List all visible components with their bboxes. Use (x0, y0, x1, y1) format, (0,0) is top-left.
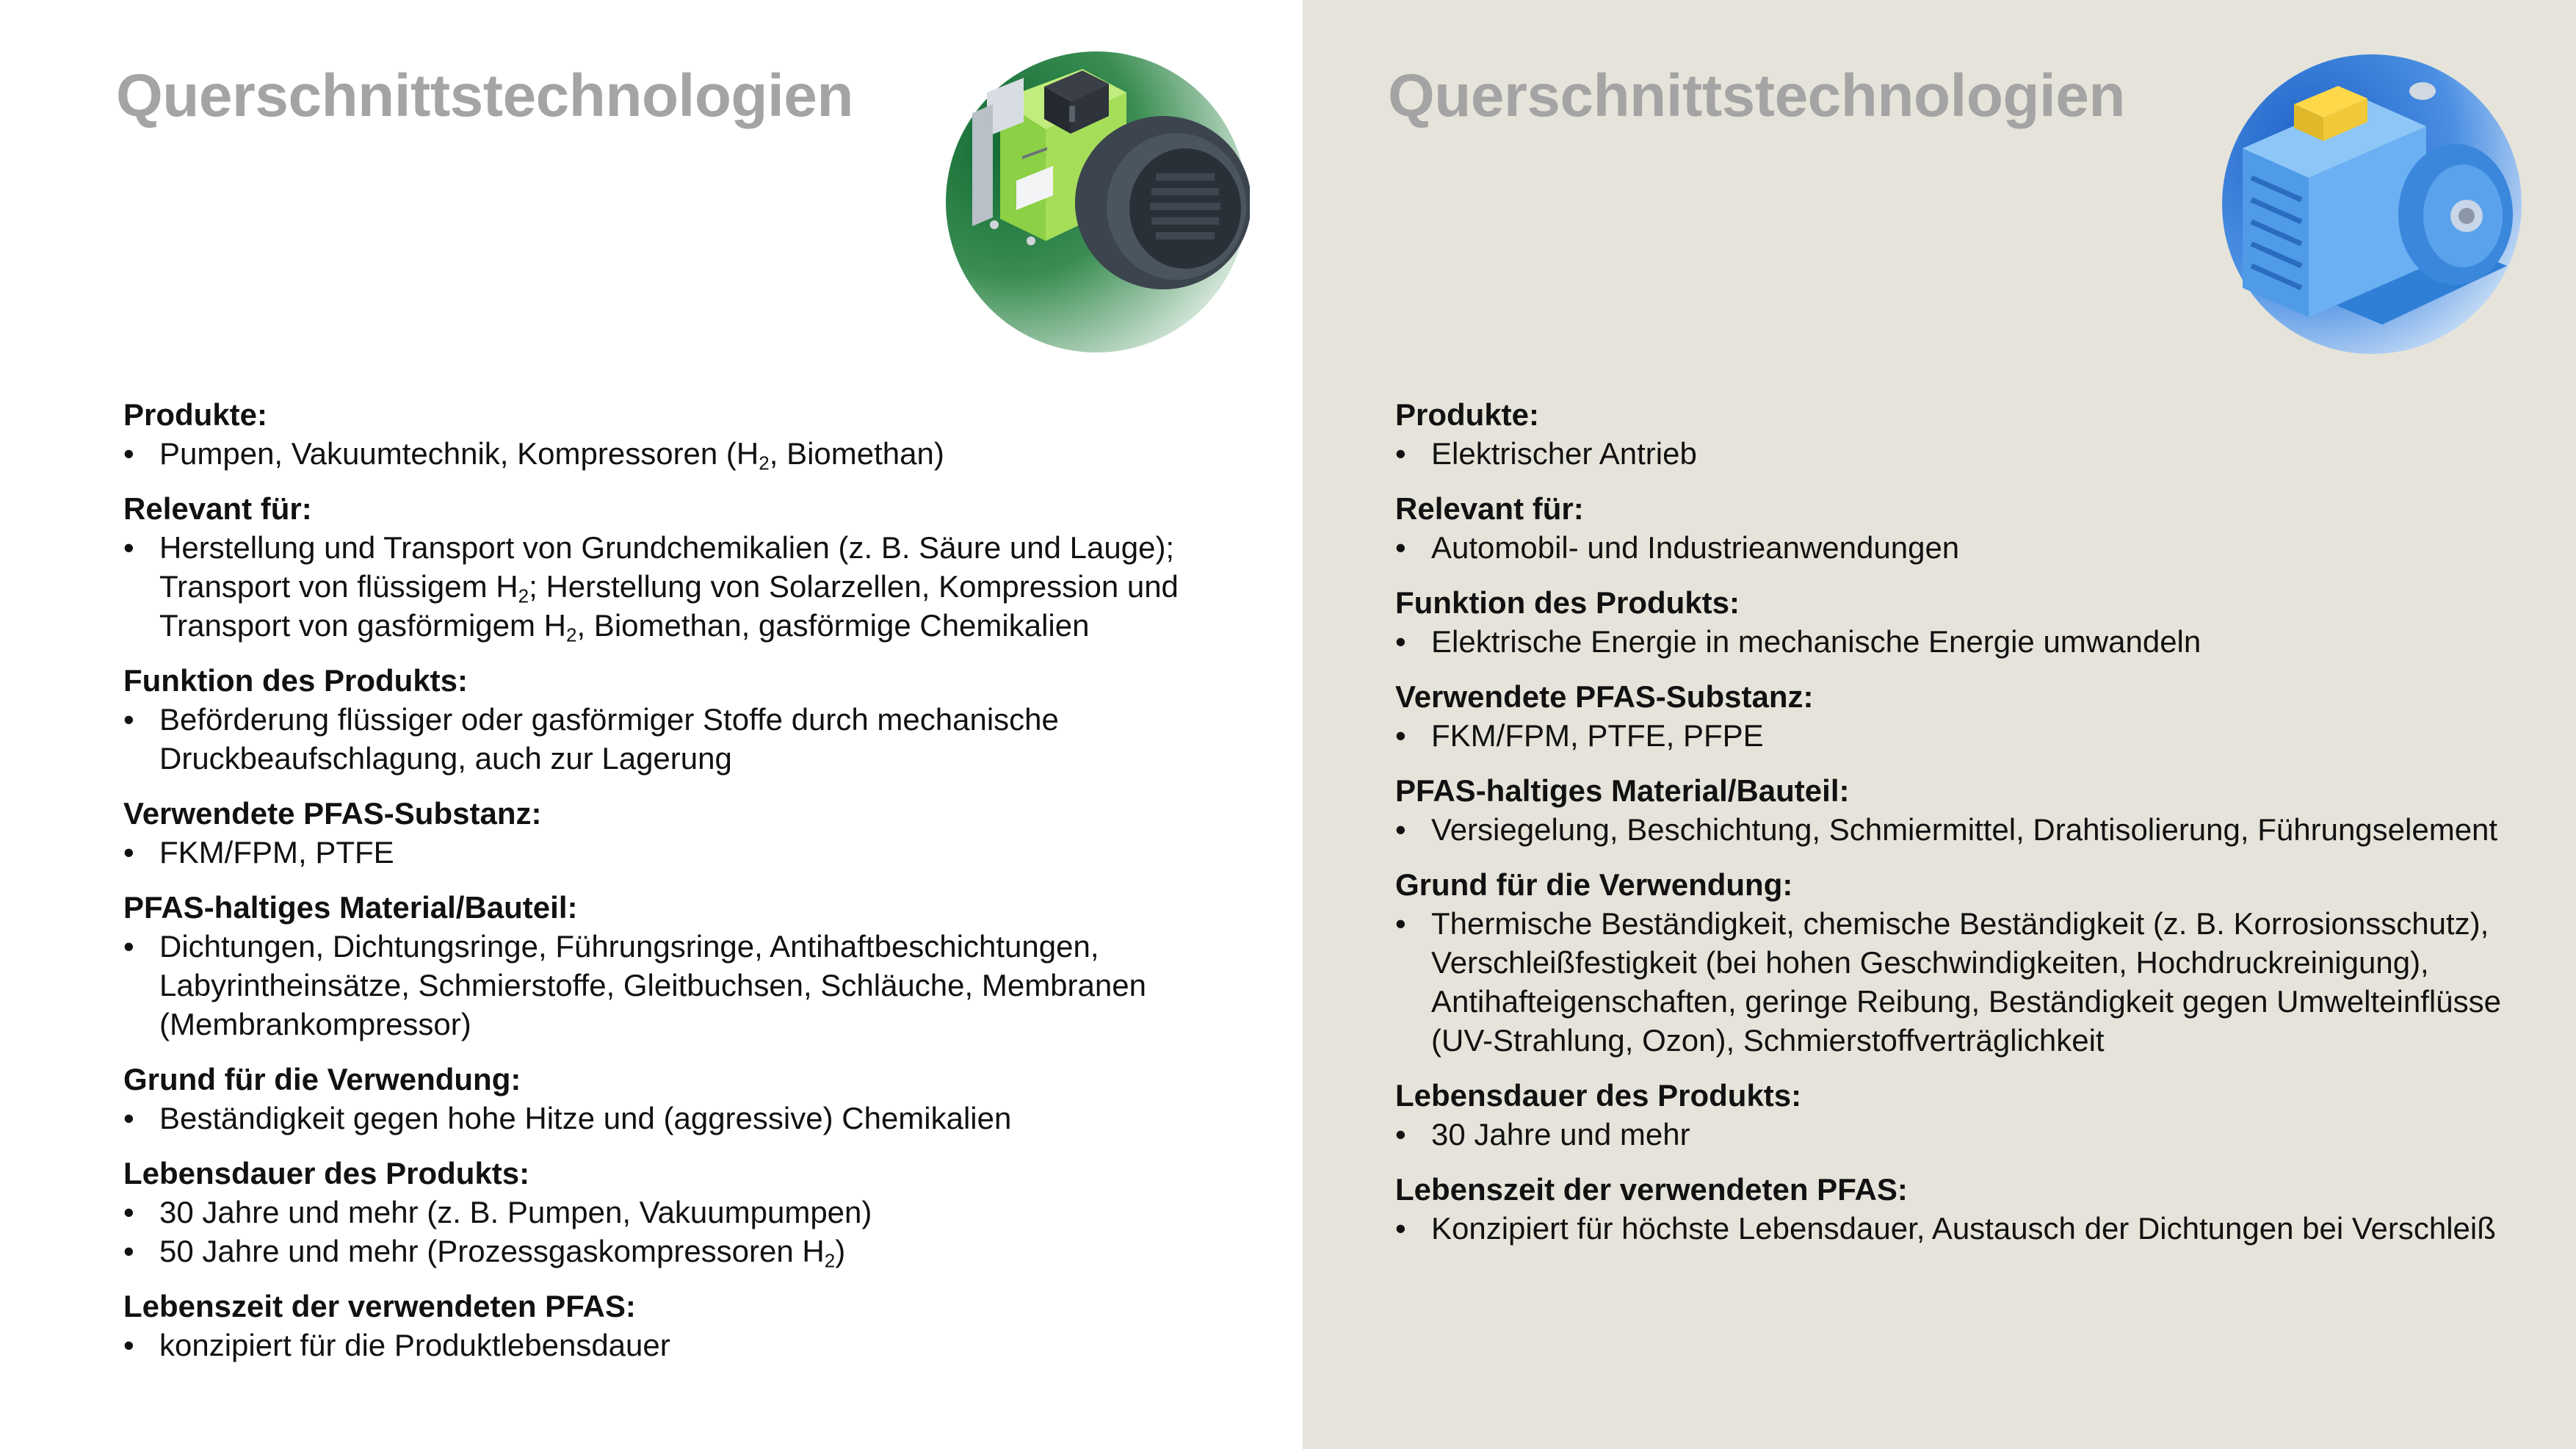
bullet-item (123, 1099, 1269, 1138)
bullet-text: Automobil- und Industrieanwendungen (1431, 530, 1960, 565)
bullet-text: , Biomethan) (769, 436, 944, 471)
bullet-item (1395, 1209, 2541, 1248)
section (1395, 677, 2541, 755)
bullet-list (123, 1193, 1269, 1271)
bullet-text: Elektrischer Antrieb (1431, 436, 1697, 471)
section-heading: Lebenszeit der verwendeten PFAS: (123, 1289, 636, 1323)
bullet-list (1395, 434, 2541, 473)
section (123, 1287, 1269, 1365)
bullet-item (123, 528, 1269, 645)
bullet-item (1395, 434, 2541, 473)
bullet-item (1395, 528, 2541, 567)
bullet-list (123, 1326, 1269, 1365)
bullet-list (1395, 1115, 2541, 1154)
electric-motor-illustration-icon (2213, 46, 2530, 363)
section-heading: Funktion des Produkts: (123, 663, 468, 698)
bullet-text: ) (835, 1234, 846, 1268)
bullet-list (123, 1099, 1269, 1138)
section (1395, 865, 2541, 1060)
section-heading: Produkte: (1395, 397, 1540, 432)
bullet-text: FKM/FPM, PTFE (159, 835, 394, 870)
bullet-list (123, 528, 1269, 645)
subscript: 2 (518, 585, 529, 607)
bullet-text: Thermische Beständigkeit, chemische Beständigkeit (z. B. Korrosionsschutz), Verschleißfestigkeit (bei hohen Geschwindigkeiten, Hochdruckreinigung), Antihafteigenschaften, geringe Reibung, Beständigkeit gegen Umwelteinflüsse (UV-Strahlung, Ozon), Schmierstoffverträglichkeit (1431, 906, 2501, 1058)
section (1395, 1076, 2541, 1154)
bullet-item (123, 1326, 1269, 1365)
section-heading: Produkte: (123, 397, 268, 432)
bullet-list (1395, 622, 2541, 661)
bullet-list (1395, 1209, 2541, 1248)
section-heading: Grund für die Verwendung: (123, 1062, 521, 1096)
bullet-text: 50 Jahre und mehr (Prozessgaskompressoren H (159, 1234, 825, 1268)
section-heading: Relevant für: (1395, 491, 1584, 526)
bullet-item (123, 927, 1269, 1044)
section (1395, 771, 2541, 849)
bullet-list (1395, 716, 2541, 755)
left-title: Querschnittstechnologien (116, 62, 853, 129)
bullet-list (123, 700, 1269, 778)
section-heading: PFAS-haltiges Material/Bauteil: (1395, 773, 1850, 808)
bullet-text: , Biomethan, gasförmige Chemikalien (576, 608, 1090, 643)
subscript: 2 (759, 452, 770, 474)
section (1395, 489, 2541, 567)
section-heading: Verwendete PFAS-Substanz: (123, 796, 542, 831)
pump-illustration-icon (943, 48, 1250, 355)
bullet-text: Beförderung flüssiger oder gasförmiger Stoffe durch mechanische Druckbeaufschlagung, auch zur Lagerung (159, 702, 1059, 776)
bullet-text: Elektrische Energie in mechanische Energie umwandeln (1431, 624, 2201, 659)
bullet-list (123, 927, 1269, 1044)
subscript: 2 (824, 1249, 836, 1272)
section-heading: Lebenszeit der verwendeten PFAS: (1395, 1172, 1908, 1207)
bullet-text: 30 Jahre und mehr (z. B. Pumpen, Vakuumpumpen) (159, 1195, 872, 1229)
section-heading: Grund für die Verwendung: (1395, 867, 1793, 902)
bullet-text: Beständigkeit gegen hohe Hitze und (aggressive) Chemikalien (159, 1101, 1012, 1135)
section (123, 661, 1269, 778)
bullet-item (1395, 622, 2541, 661)
bullet-list (1395, 810, 2541, 849)
bullet-text: ; Herstellung von Solarzellen, Kompression und Transport von gasförmigem H (159, 569, 1179, 643)
bullet-text: Pumpen, Vakuumtechnik, Kompressoren (H (159, 436, 759, 471)
bullet-text: konzipiert für die Produktlebensdauer (159, 1328, 670, 1362)
bullet-item (123, 1193, 1269, 1232)
section (123, 395, 1269, 473)
right-content (1395, 395, 2541, 1264)
section (123, 1060, 1269, 1138)
section-heading: Lebensdauer des Produkts: (123, 1156, 530, 1190)
section-heading: Relevant für: (123, 491, 312, 526)
section (1395, 395, 2541, 473)
right-title: Querschnittstechnologien (1388, 62, 2125, 129)
section (123, 794, 1269, 872)
bullet-list (1395, 904, 2541, 1060)
section (123, 888, 1269, 1044)
right-panel (1303, 0, 2576, 1449)
bullet-item (123, 1232, 1269, 1271)
bullet-text: 30 Jahre und mehr (1431, 1117, 1690, 1152)
section-heading: Lebensdauer des Produkts: (1395, 1078, 1802, 1113)
bullet-item (1395, 1115, 2541, 1154)
bullet-item (123, 434, 1269, 473)
bullet-list (1395, 528, 2541, 567)
bullet-text: FKM/FPM, PTFE, PFPE (1431, 718, 1764, 753)
section-heading: PFAS-haltiges Material/Bauteil: (123, 890, 578, 925)
subscript: 2 (565, 624, 577, 646)
bullet-text: Dichtungen, Dichtungsringe, Führungsringe, Antihaftbeschichtungen, Labyrintheinsätze, Schmierstoffe, Gleitbuchsen, Schläuche, Membranen (Membrankompressor) (159, 929, 1146, 1041)
bullet-item (123, 700, 1269, 778)
bullet-text: Konzipiert für höchste Lebensdauer, Austausch der Dichtungen bei Verschleiß (1431, 1211, 2496, 1246)
bullet-item (1395, 904, 2541, 1060)
bullet-item (1395, 716, 2541, 755)
bullet-item (123, 833, 1269, 872)
section-heading: Funktion des Produkts: (1395, 585, 1740, 620)
bullet-list (123, 833, 1269, 872)
bullet-list (123, 434, 1269, 473)
section (123, 1154, 1269, 1271)
section (1395, 1170, 2541, 1248)
section-heading: Verwendete PFAS-Substanz: (1395, 679, 1814, 714)
left-content (123, 395, 1269, 1381)
bullet-text: Versiegelung, Beschichtung, Schmiermittel, Drahtisolierung, Führungselement (1431, 812, 2498, 847)
bullet-text: Herstellung und Transport von Grundchemikalien (z. B. Säure und Lauge); Transport von flüssigem H (159, 530, 1175, 604)
section (123, 489, 1269, 645)
section (1395, 583, 2541, 661)
bullet-item (1395, 810, 2541, 849)
